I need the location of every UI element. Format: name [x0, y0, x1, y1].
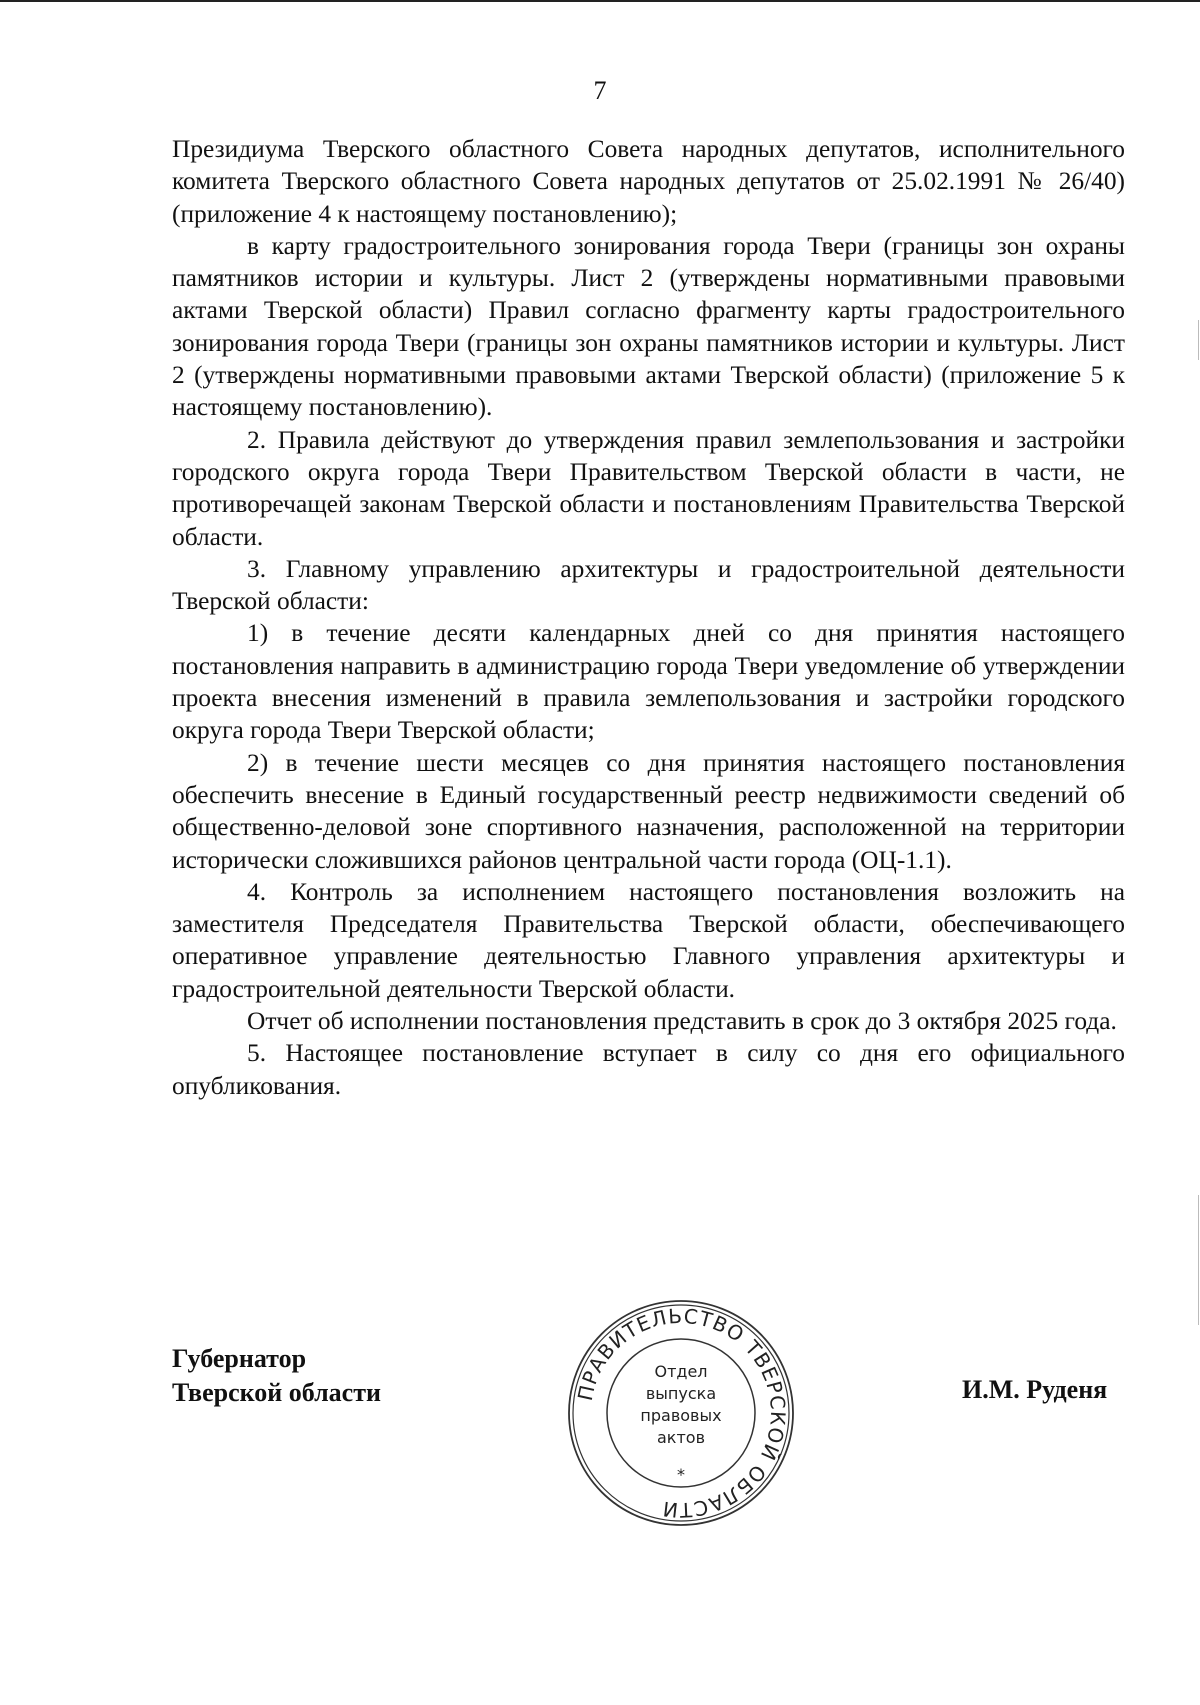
- stamp-seal-icon: [566, 1298, 796, 1528]
- paragraph-zoning-map: в карту градостроительного зонирования города Твери (границы зон охраны памятников истории и культуры. Лист 2 (утверждены нормативными правовыми актами Тверской области) Правил согласно фрагменту карты градостроительного зонирования города Твери (границы зон охраны памятников истории и культуры. Лист 2 (утверждены нормативными правовыми актами Тверской области) (приложение 5 к настоящему постановлению).: [172, 231, 1125, 422]
- signatory-position: [172, 1342, 381, 1410]
- scan-edge-mark: [1198, 320, 1199, 360]
- stamp-center-line2: выпуска: [645, 1384, 717, 1403]
- stamp-center-line4: актов: [656, 1428, 706, 1447]
- page-number: 7: [593, 76, 607, 105]
- paragraph-item-3: 3. Главному управлению архитектуры и градостроительной деятельности Тверской области:: [172, 554, 1125, 616]
- paragraph-report: Отчет об исполнении постановления представить в срок до 3 октября 2025 года.: [247, 1007, 1117, 1036]
- stamp-ring-text: ПРАВИТЕЛЬСТВО ТВЕРСКОЙ ОБЛАСТИ: [572, 1303, 791, 1523]
- signatory-name: И.М. Руденя: [962, 1375, 1108, 1404]
- paragraph-item-5: 5. Настоящее постановление вступает в силу со дня его официального опубликования.: [172, 1039, 1125, 1100]
- document-body: [172, 133, 1125, 1102]
- stamp-center-line1: Отдел: [654, 1362, 708, 1381]
- paragraph-subitem-2: 2) в течение шести месяцев со дня принятия настоящего постановления обеспечить внесение в Единый государственный реестр недвижимости сведений об общественно-деловой зоне спортивного назначения, расположенной на территории исторически сложившихся районов центральной части города (ОЦ-1.1).: [172, 748, 1125, 874]
- paragraph-item-4: 4. Контроль за исполнением настоящего постановления возложить на заместителя Председателя Правительства Тверской области, обеспечивающего оперативное управление деятельностью Главного управления архитектуры и градостроительной деятельности Тверской области.: [172, 877, 1125, 1003]
- stamp-center-line3: правовых: [640, 1406, 722, 1425]
- signatory-position-line1: Губернатор: [172, 1344, 307, 1373]
- paragraph-item-2: 2. Правила действуют до утверждения правил землепользования и застройки городского округа города Твери Правительством Тверской области в части, не противоречащей законам Тверской области и постановлениям Правительства Тверской области.: [172, 425, 1125, 551]
- scan-edge-mark: [1198, 1195, 1199, 1325]
- official-stamp: [566, 1298, 796, 1528]
- page-top-border: [0, 0, 1200, 2]
- signatory-position-line2: Тверской области: [172, 1378, 381, 1407]
- stamp-star: *: [677, 1465, 685, 1484]
- paragraph-continuation: Президиума Тверского областного Совета народных депутатов, исполнительного комитета Тверского областного Совета народных депутатов от 25.02.1991 № 26/40) (приложение 4 к настоящему постановлению);: [172, 135, 1125, 228]
- paragraph-subitem-1: 1) в течение десяти календарных дней со дня принятия настоящего постановления направить в администрацию города Твери уведомление об утверждении проекта внесения изменений в правила землепользования и застройки городского округа города Твери Тверской области;: [172, 619, 1125, 745]
